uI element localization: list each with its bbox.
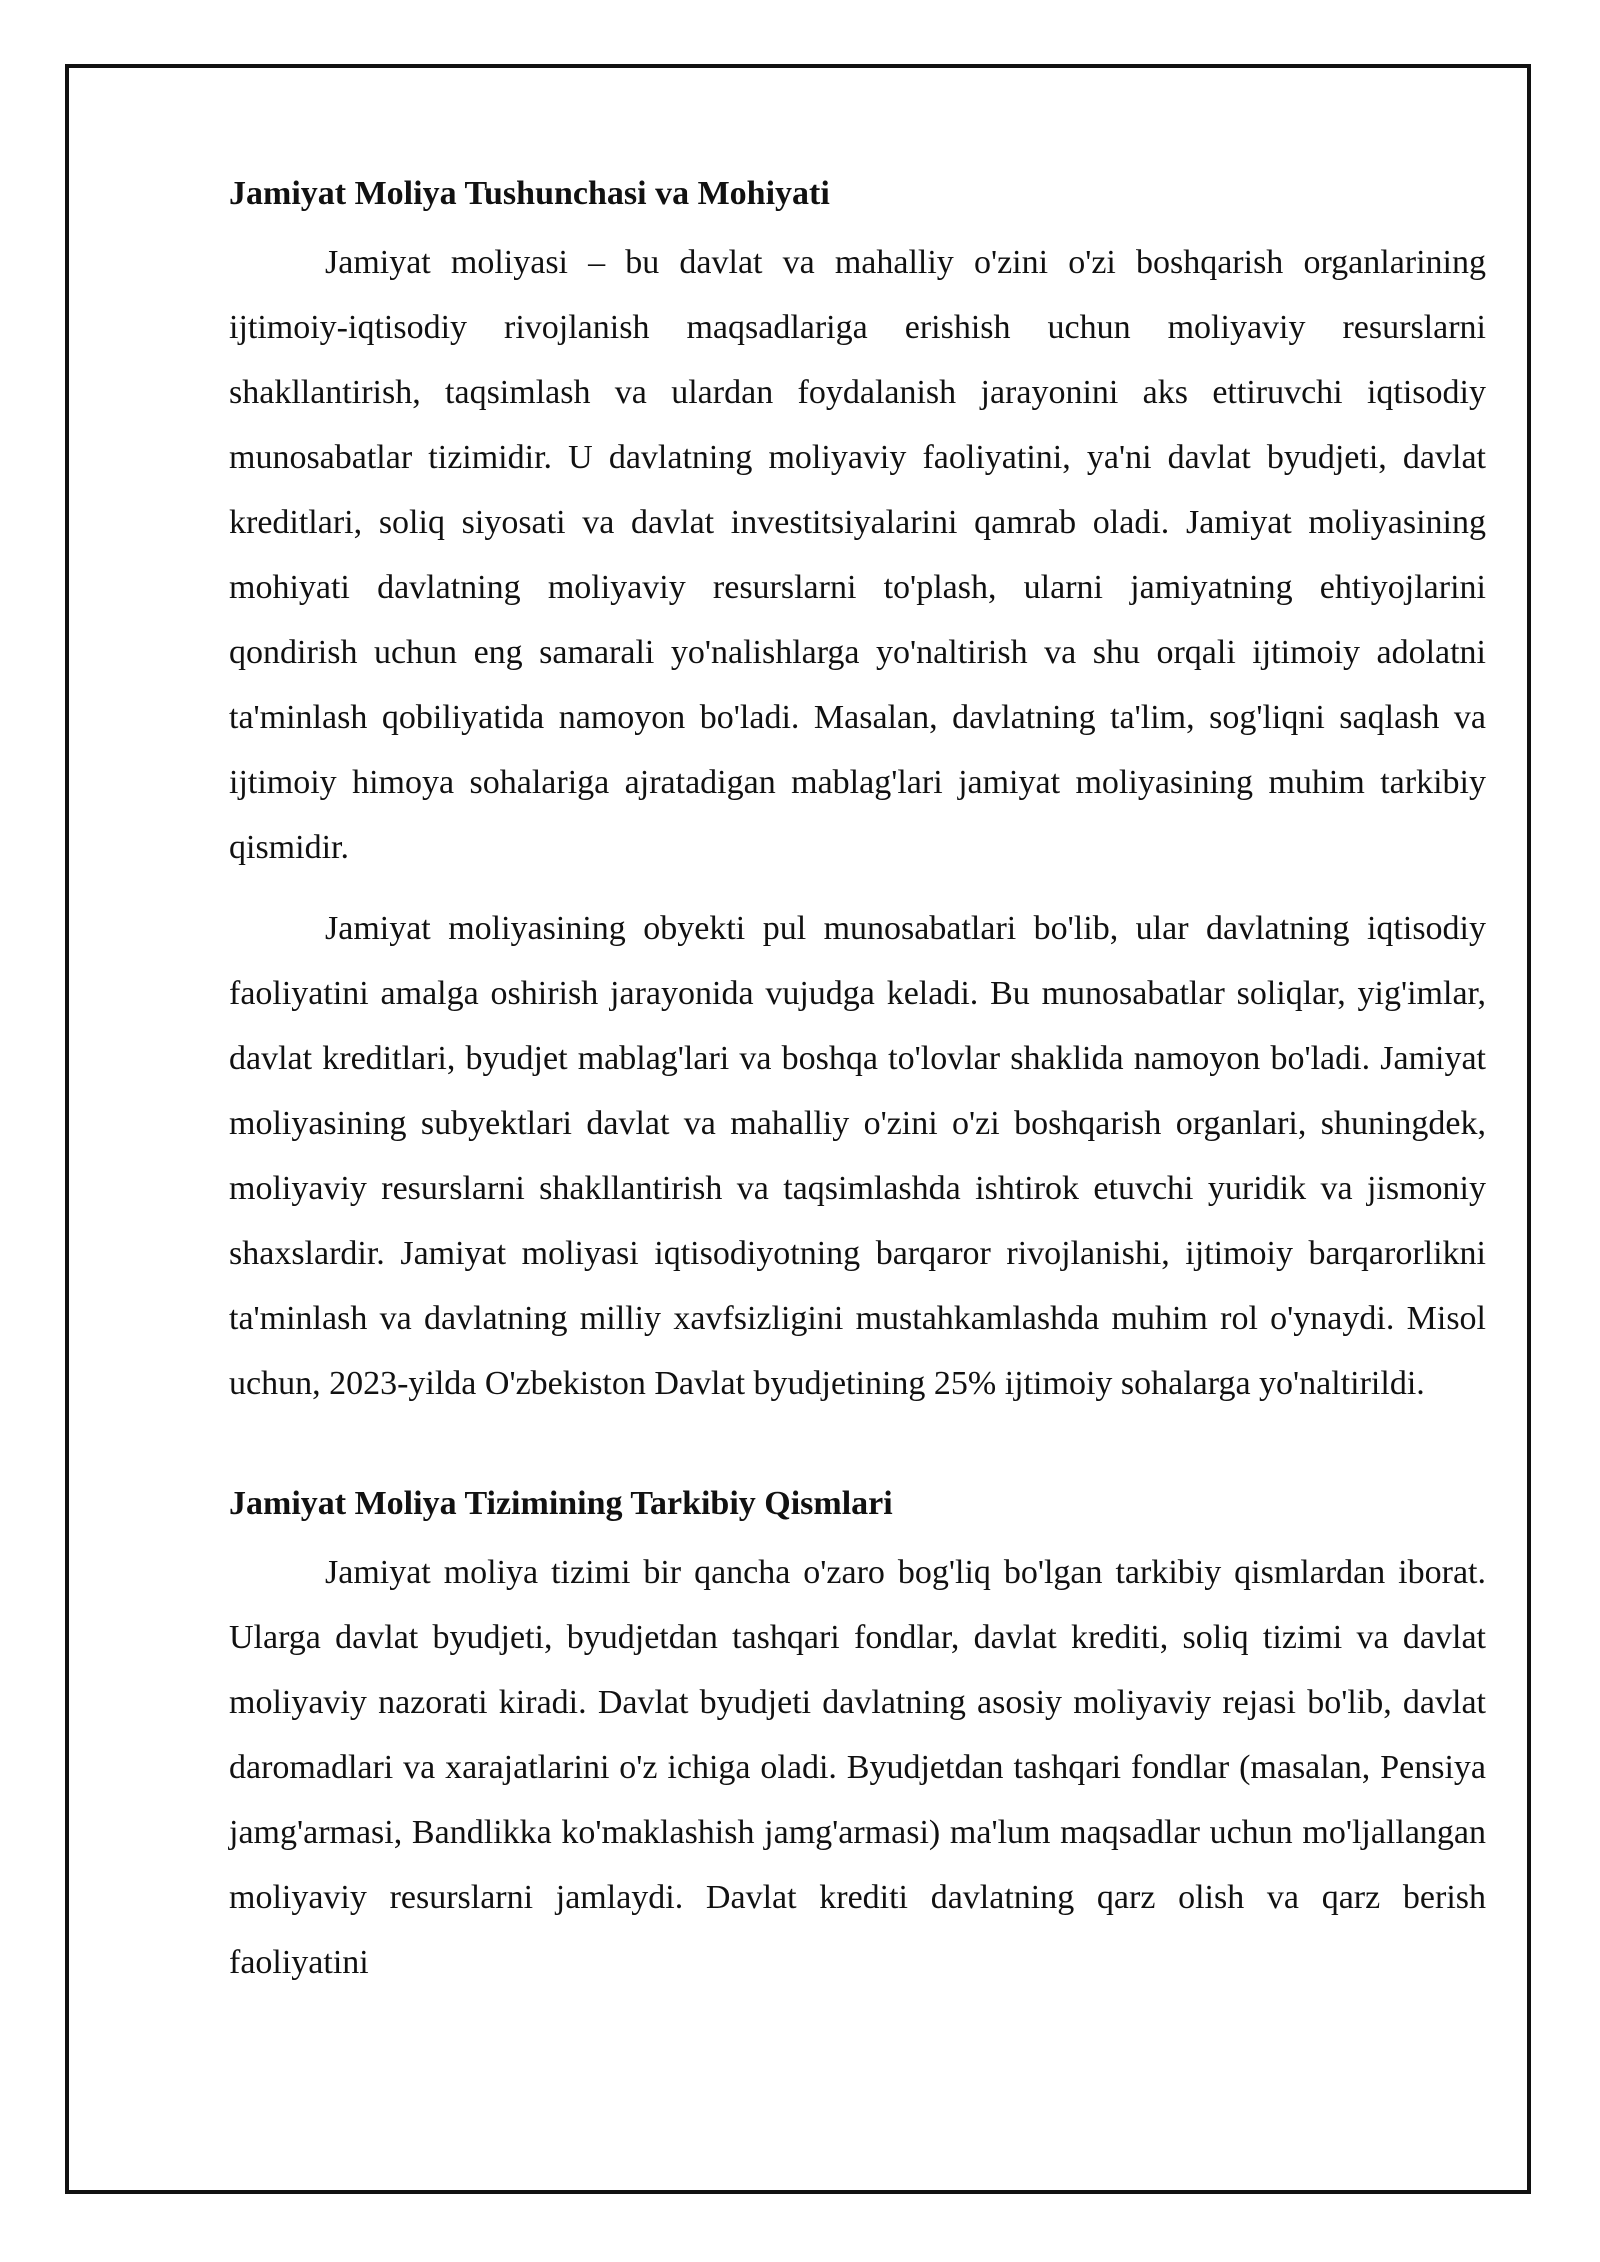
paragraph-definition: Jamiyat moliyasi – bu davlat va mahalliy o'zini o'zi boshqarish organlarining ijtimoiy-iqtisodiy rivojlanish maqsadlariga erishish uchun moliyaviy resurslarni shakllantirish, taqsimlash va ulardan foydalanish jarayonini aks ettiruvchi iqtisodiy munosabatlar tizimidir. U davlatning moliyaviy faoliyatini, ya'ni davlat byudjeti, davlat kreditlari, soliq siyosati va davlat investitsiyalarini qamrab oladi. Jamiyat moliyasining mohiyati davlatning moliyaviy resurslarni to'plash, ularni jamiyatning ehtiyojlarini qondirish uchun eng samarali yo'nalishlarga yo'naltirish va shu orqali ijtimoiy adolatni ta'minlash qobiliyatida namoyon bo'ladi. Masalan, davlatning ta'lim, sog'liqni saqlash va ijtimoiy himoya sohalariga ajratadigan mablag'lari jamiyat moliyasining muhim tarkibiy qismidir. [229,244,1486,866]
section-heading-components: Jamiyat Moliya Tizimining Tarkibiy Qismlari [229,1485,893,1522]
document-body [229,170,1486,2011]
paragraph-object-subjects: Jamiyat moliyasining obyekti pul munosabatlari bo'lib, ular davlatning iqtisodiy faoliyatini amalga oshirish jarayonida vujudga keladi. Bu munosabatlar soliqlar, yig'imlar, davlat kreditlari, byudjet mablag'lari va boshqa to'lovlar shaklida namoyon bo'ladi. Jamiyat moliyasining subyektlari davlat va mahalliy o'zini o'zi boshqarish organlari, shuningdek, moliyaviy resurslarni shakllantirish va taqsimlashda ishtirok etuvchi yuridik va jismoniy shaxslardir. Jamiyat moliyasi iqtisodiyotning barqaror rivojlanishi, ijtimoiy barqarorlikni ta'minlash va davlatning milliy xavfsizligini mustahkamlashda muhim rol o'ynaydi. Misol uchun, 2023-yilda O'zbekiston Davlat byudjetining 25% ijtimoiy sohalarga yo'naltirildi. [229,910,1486,1402]
paragraph-components: Jamiyat moliya tizimi bir qancha o'zaro bog'liq bo'lgan tarkibiy qismlardan iborat. Ularga davlat byudjeti, byudjetdan tashqari fondlar, davlat krediti, soliq tizimi va davlat moliyaviy nazorati kiradi. Davlat byudjeti davlatning asosiy moliyaviy rejasi bo'lib, davlat daromadlari va xarajatlarini o'z ichiga oladi. Byudjetdan tashqari fondlar (masalan, Pensiya jamg'armasi, Bandlikka ko'maklashish jamg'armasi) ma'lum maqsadlar uchun mo'ljallangan moliyaviy resurslarni jamlaydi. Davlat krediti davlatning qarz olish va qarz berish faoliyatini [229,1554,1486,1981]
section-heading-concept: Jamiyat Moliya Tushunchasi va Mohiyati [229,175,830,212]
